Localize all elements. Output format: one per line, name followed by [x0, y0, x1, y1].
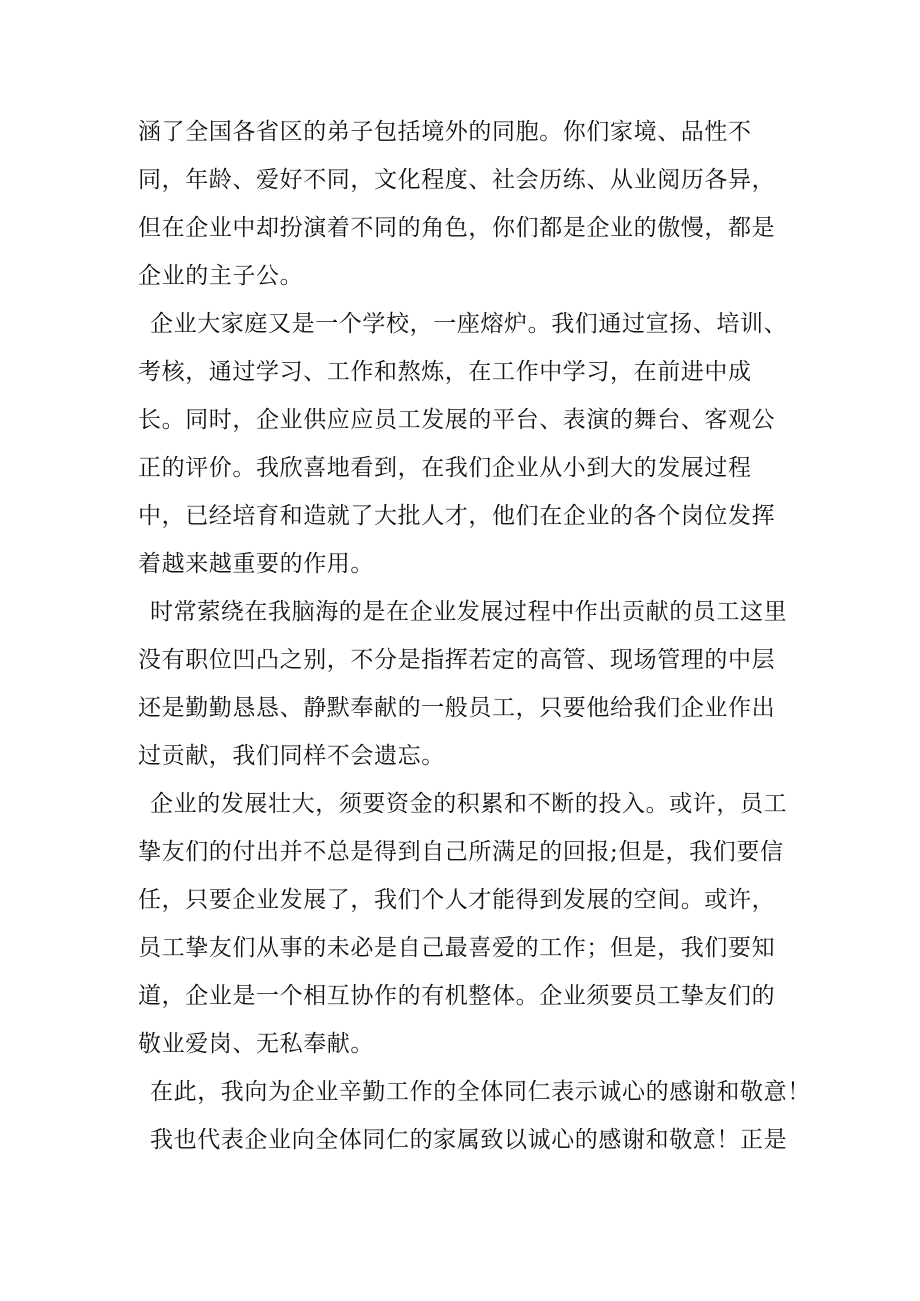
text-line: 敬业爱岗、无私奉献。 — [138, 1031, 374, 1057]
text-line: 同，年龄、爱好不同，文化程度、社会历练、从业阅历各异， — [138, 167, 776, 193]
text-line: 道，企业是一个相互协作的有机整体。企业须要员工挚友们的 — [138, 983, 776, 1009]
paragraph-start-line: 我也代表企业向全体同仁的家属致以诚心的感谢和敬意！正是 — [150, 1127, 788, 1153]
text-line: 任，只要企业发展了，我们个人才能得到发展的空间。或许， — [138, 887, 776, 913]
text-line: 挚友们的付出并不总是得到自己所满足的回报;但是，我们要信 — [138, 839, 784, 865]
paragraph-start-line: 时常萦绕在我脑海的是在企业发展过程中作出贡献的员工这里 — [150, 599, 788, 625]
paragraph-start-line: 企业大家庭又是一个学校，一座熔炉。我们通过宣扬、培训、 — [150, 311, 788, 337]
text-line: 没有职位凹凸之别，不分是指挥若定的高管、现场管理的中层 — [138, 647, 776, 673]
text-line: 员工挚友们从事的未必是自己最喜爱的工作；但是，我们要知 — [138, 935, 776, 961]
paragraph-start-line: 在此，我向为企业辛勤工作的全体同仁表示诚心的感谢和敬意！ — [150, 1079, 811, 1105]
text-line: 涵了全国各省区的弟子包括境外的同胞。你们家境、品性不 — [138, 119, 752, 145]
text-line: 考核，通过学习、工作和熬炼，在工作中学习，在前进中成 — [138, 359, 752, 385]
document-body — [138, 108, 818, 1164]
text-line: 还是勤勤恳恳、静默奉献的一般员工，只要他给我们企业作出 — [138, 695, 776, 721]
text-line: 长。同时，企业供应应员工发展的平台、表演的舞台、客观公 — [138, 407, 776, 433]
text-line: 过贡献，我们同样不会遗忘。 — [138, 743, 445, 769]
text-line: 正的评价。我欣喜地看到，在我们企业从小到大的发展过程 — [138, 455, 752, 481]
text-line: 企业的主子公。 — [138, 263, 304, 289]
text-line: 但在企业中却扮演着不同的角色，你们都是企业的傲慢，都是 — [138, 215, 776, 241]
text-line: 着越来越重要的作用。 — [138, 551, 374, 577]
text-line: 中，已经培育和造就了大批人才，他们在企业的各个岗位发挥 — [138, 503, 776, 529]
paragraph-start-line: 企业的发展壮大，须要资金的积累和不断的投入。或许，员工 — [150, 791, 788, 817]
